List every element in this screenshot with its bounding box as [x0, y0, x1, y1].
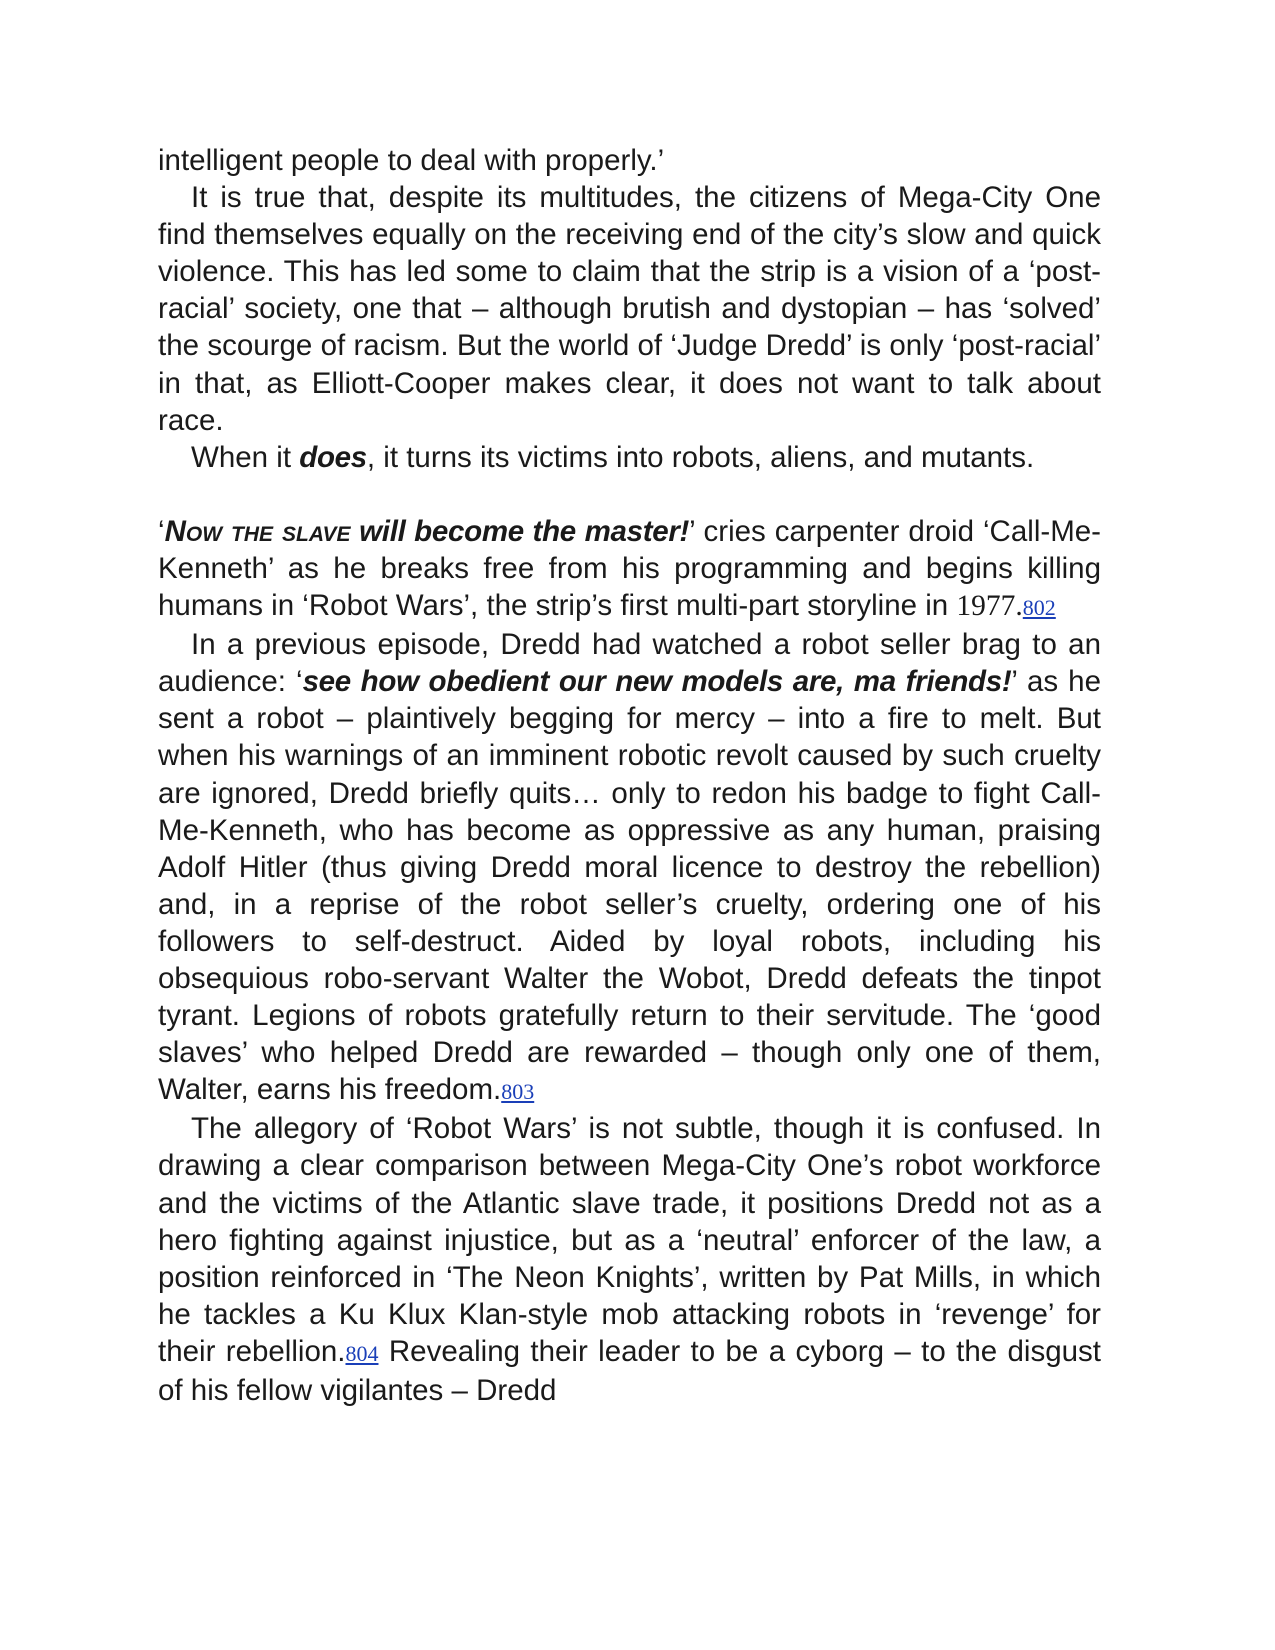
paragraph-post-racial	[158, 179, 1101, 439]
quote-master: will become the master!	[350, 514, 690, 548]
footnote-link-804[interactable]: 804	[345, 1340, 379, 1366]
quote-smallcaps: Now the slave	[164, 514, 351, 548]
paragraph-text: Revealing their leader to be a cyborg – to the disgust of his fellow vigilantes – Dredd	[158, 1334, 1101, 1407]
paragraph-victims	[158, 439, 1101, 476]
paragraph-previous-episode	[158, 626, 1101, 1110]
paragraph-text: It is true that, despite its multitudes, the citizens of Mega-City One find themselves equally on the receiving end of the city’s slow and quick violence. This has led some to claim that the strip is a vision of a ‘post-racial’ society, one that – although brutish and dystopian – has ‘solved’ the scourge of racism. But the world of ‘Judge Dredd’ is only ‘post-racial’ in that, as Elliott-Cooper makes clear, it does not want to talk about race.	[158, 181, 1101, 437]
emphasis-does: does	[299, 440, 367, 474]
year-1977: 1977.	[956, 590, 1023, 623]
paragraph-text: , it turns its victims into robots, aliens, and mutants.	[366, 440, 1035, 474]
paragraph-continuation	[158, 142, 1101, 179]
open-quote: ‘	[158, 514, 165, 548]
footnote-link-802[interactable]: 802	[1022, 595, 1056, 621]
paragraph-text: ’ cries carpenter droid ‘Call-Me-Kenneth’ as he breaks free from his programming and begins killing humans in ‘Robot Wars’, the strip’s first multi-part storyline in	[158, 514, 1101, 623]
paragraph-text: The allegory of ‘Robot Wars’ is not subtle, though it is confused. In drawing a clear comparison between Mega-City One’s robot workforce and the victims of the Atlantic slave trade, it positions Dredd not as a hero fighting against injustice, but as a ‘neutral’ enforcer of the law, a position reinforced in ‘The Neon Knights’, written by Pat Mills, in which he tackles a Ku Klux Klan-style mob attacking robots in ‘revenge’ for their rebellion.	[158, 1112, 1101, 1368]
footnote-link-803[interactable]: 803	[501, 1079, 535, 1105]
paragraph-robot-wars	[158, 513, 1101, 626]
quote-obedient: see how obedient our new models are, ma friends!	[302, 665, 1012, 699]
paragraph-text: ’ as he sent a robot – plaintively begging for mercy – into a fire to melt. But when his warnings of an imminent robotic revolt caused by such cruelty are ignored, Dredd briefly quits… only to redon his badge to fight Call-Me-Kenneth, who has become as oppressive as any human, praising Adolf Hitler (thus giving Dredd moral licence to destroy the rebellion) and, in a reprise of the robot seller’s cruelty, ordering one of his followers to self-destruct. Aided by loyal robots, including his obsequious robo-servant Walter the Wobot, Dredd defeats the tinpot tyrant. Legions of robots gratefully return to their servitude. The ‘good slaves’ who helped Dredd are rewarded – though only one of them, Walter, earns his freedom.	[158, 665, 1101, 1107]
paragraph-text: In a previous episode, Dredd had watched a robot seller brag to an audience: ‘	[158, 628, 1101, 699]
paragraph-text: intelligent people to deal with properly.’	[158, 144, 665, 177]
page-body	[158, 142, 1101, 1409]
paragraph-allegory	[158, 1110, 1101, 1409]
paragraph-text: When it	[191, 440, 300, 474]
